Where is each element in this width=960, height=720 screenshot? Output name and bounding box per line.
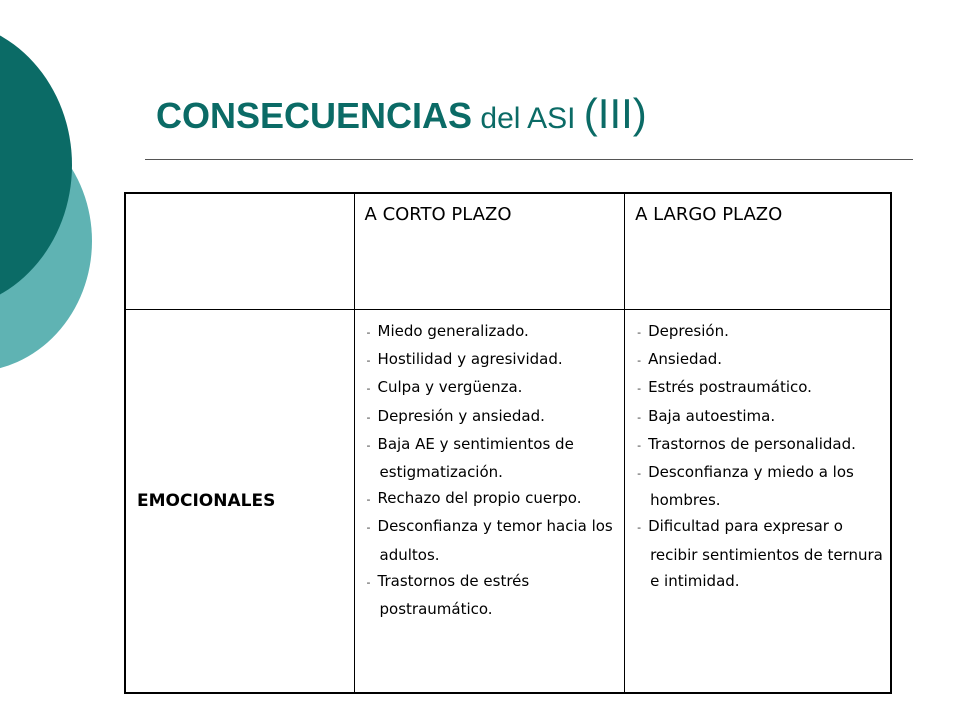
list-item <box>367 403 619 431</box>
bullet-dash: - <box>637 438 642 452</box>
short-term-list <box>355 310 625 622</box>
title-numeral: (III) <box>583 90 647 137</box>
list-item <box>367 346 619 374</box>
list-item <box>367 374 619 402</box>
list-item-text: Desconfianza y temor hacia los adultos. <box>377 517 613 564</box>
title-underline <box>145 159 913 160</box>
list-item-text: Miedo generalizado. <box>377 322 529 340</box>
bullet-dash: - <box>637 467 642 481</box>
list-item <box>367 568 619 622</box>
bullet-dash: - <box>637 410 642 424</box>
bullet-dash: - <box>366 521 371 535</box>
bullet-dash: - <box>366 326 371 339</box>
list-item <box>637 459 884 513</box>
bullet-dash: - <box>366 438 371 452</box>
long-term-cell <box>625 310 891 694</box>
list-item-text: Baja AE y sentimientos de estigmatización. <box>377 434 574 482</box>
consequences-table <box>124 192 892 694</box>
list-item-text: Estrés postraumático. <box>648 378 812 397</box>
bullet-dash: - <box>366 354 371 368</box>
bullet-dash: - <box>637 521 642 535</box>
bullet-dash: - <box>366 410 371 424</box>
header-cell-empty <box>125 193 354 310</box>
list-item <box>637 318 884 346</box>
title-bold-part: CONSECUENCIAS <box>156 95 473 136</box>
header-cell-long-term: A LARGO PLAZO <box>625 193 891 310</box>
list-item <box>367 513 619 567</box>
list-item-text: Depresión. <box>648 322 729 340</box>
header-cell-short-term: A CORTO PLAZO <box>354 193 625 310</box>
list-item <box>637 431 884 459</box>
list-item-text: Rechazo del propio cuerpo. <box>377 489 582 508</box>
decorative-circles <box>0 0 120 400</box>
list-item <box>637 346 884 374</box>
list-item-text: Desconfianza y miedo a los hombres. <box>648 463 854 510</box>
slide-title <box>156 90 647 137</box>
bullet-dash: - <box>637 382 642 396</box>
list-item-text: Culpa y vergüenza. <box>377 378 523 397</box>
bullet-dash: - <box>637 326 642 339</box>
bullet-dash: - <box>637 354 642 368</box>
list-item <box>637 374 884 402</box>
short-term-cell <box>354 310 625 694</box>
long-term-list <box>625 310 890 594</box>
list-item <box>637 513 884 594</box>
list-item-text: Trastornos de estrés postraumático. <box>377 571 530 619</box>
list-item-text: Trastornos de personalidad. <box>648 434 856 453</box>
table-header-row <box>125 193 891 310</box>
list-item <box>367 431 619 485</box>
list-item-text: Ansiedad. <box>648 350 723 369</box>
bullet-dash: - <box>366 493 371 507</box>
list-item-text: Baja autoestima. <box>648 406 776 425</box>
list-item-text: Hostilidad y agresividad. <box>377 350 563 369</box>
table-row <box>125 310 891 694</box>
list-item-text: Dificultad para expresar o recibir sentimientos de ternura e intimidad. <box>648 517 883 590</box>
bullet-dash: - <box>366 575 371 589</box>
list-item <box>367 485 619 513</box>
row-label: EMOCIONALES <box>137 491 276 511</box>
list-item <box>637 403 884 431</box>
title-regular-part: del ASI <box>472 102 584 135</box>
list-item <box>367 318 619 346</box>
row-label-cell <box>125 310 354 694</box>
bullet-dash: - <box>366 382 371 396</box>
list-item-text: Depresión y ansiedad. <box>377 406 545 425</box>
